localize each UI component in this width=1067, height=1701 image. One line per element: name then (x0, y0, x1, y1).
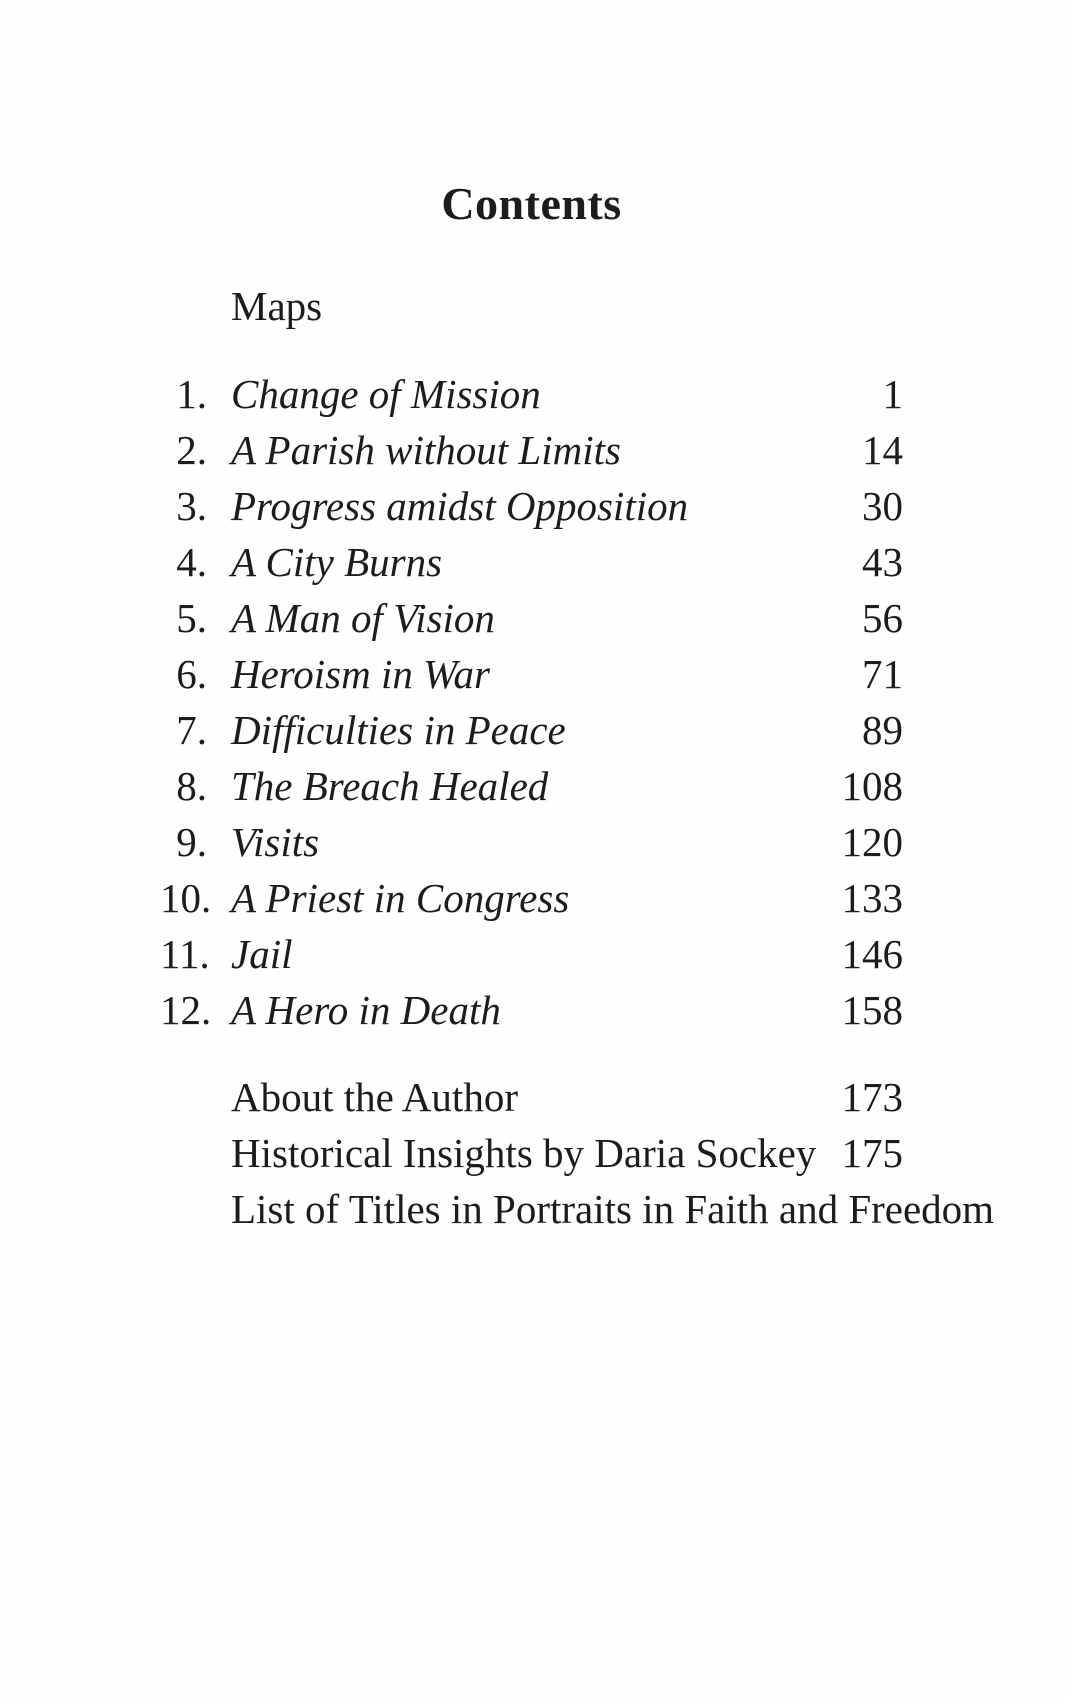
chapter-page-number: 56 (862, 595, 903, 641)
toc-row (160, 534, 903, 590)
toc-row (160, 702, 903, 758)
chapter-page-number: 108 (841, 763, 903, 809)
chapter-title: Jail (231, 931, 293, 977)
chapter-number: 1. (176, 371, 207, 417)
back-matter-row (160, 1069, 903, 1125)
toc-row (160, 758, 903, 814)
chapter-title: A Parish without Limits (231, 427, 621, 473)
chapter-title: The Breach Healed (231, 763, 549, 809)
chapter-number: 12. (160, 987, 212, 1033)
chapter-title: Visits (231, 819, 320, 865)
chapter-title: A Man of Vision (231, 595, 495, 641)
toc-row (160, 982, 903, 1038)
chapter-page-number: 146 (841, 931, 903, 977)
toc-row (160, 478, 903, 534)
chapter-number: 2. (176, 427, 207, 473)
chapter-number: 5. (176, 595, 207, 641)
chapter-number: 8. (176, 763, 207, 809)
chapter-number: 7. (176, 707, 207, 753)
chapter-title: A City Burns (231, 539, 443, 585)
back-matter-title: List of Titles in Portraits in Faith and Freedom (231, 1186, 995, 1232)
toc-row (160, 814, 903, 870)
chapter-number: 10. (160, 875, 212, 921)
chapter-title: Heroism in War (231, 651, 490, 697)
chapter-number: 3. (176, 483, 207, 529)
back-matter-row (160, 1181, 995, 1237)
chapter-number: 9. (176, 819, 207, 865)
toc-row (160, 926, 903, 982)
back-matter-title: About the Author (231, 1074, 518, 1120)
back-matter-row (160, 1125, 903, 1181)
toc-row (160, 422, 903, 478)
toc-row (160, 590, 903, 646)
chapter-number: 6. (176, 651, 207, 697)
back-matter-title: Historical Insights by Daria Sockey (231, 1130, 817, 1176)
chapter-number: 11. (160, 931, 210, 977)
chapter-number: 4. (176, 539, 207, 585)
chapter-page-number: 71 (862, 651, 903, 697)
chapter-title: Difficulties in Peace (231, 707, 566, 753)
toc-row (160, 646, 903, 702)
chapter-page-number: 89 (862, 707, 903, 753)
chapter-page-number: 1 (882, 371, 903, 417)
chapter-list (160, 366, 903, 1038)
chapter-page-number: 158 (841, 987, 903, 1033)
chapter-title: A Priest in Congress (231, 875, 570, 921)
page-title: Contents (441, 178, 622, 229)
maps-section-label: Maps (231, 283, 323, 329)
chapter-title: A Hero in Death (231, 987, 501, 1033)
chapter-page-number: 30 (862, 483, 903, 529)
back-matter-page-number: 173 (841, 1074, 903, 1120)
chapter-title: Progress amidst Opposition (231, 483, 689, 529)
chapter-title: Change of Mission (231, 371, 541, 417)
chapter-page-number: 120 (841, 819, 903, 865)
chapter-page-number: 133 (841, 875, 903, 921)
toc-row (160, 870, 903, 926)
toc-row (160, 366, 903, 422)
chapter-page-number: 43 (862, 539, 903, 585)
back-matter-page-number: 175 (841, 1130, 903, 1176)
back-matter-list (160, 1069, 995, 1237)
chapter-page-number: 14 (862, 427, 903, 473)
